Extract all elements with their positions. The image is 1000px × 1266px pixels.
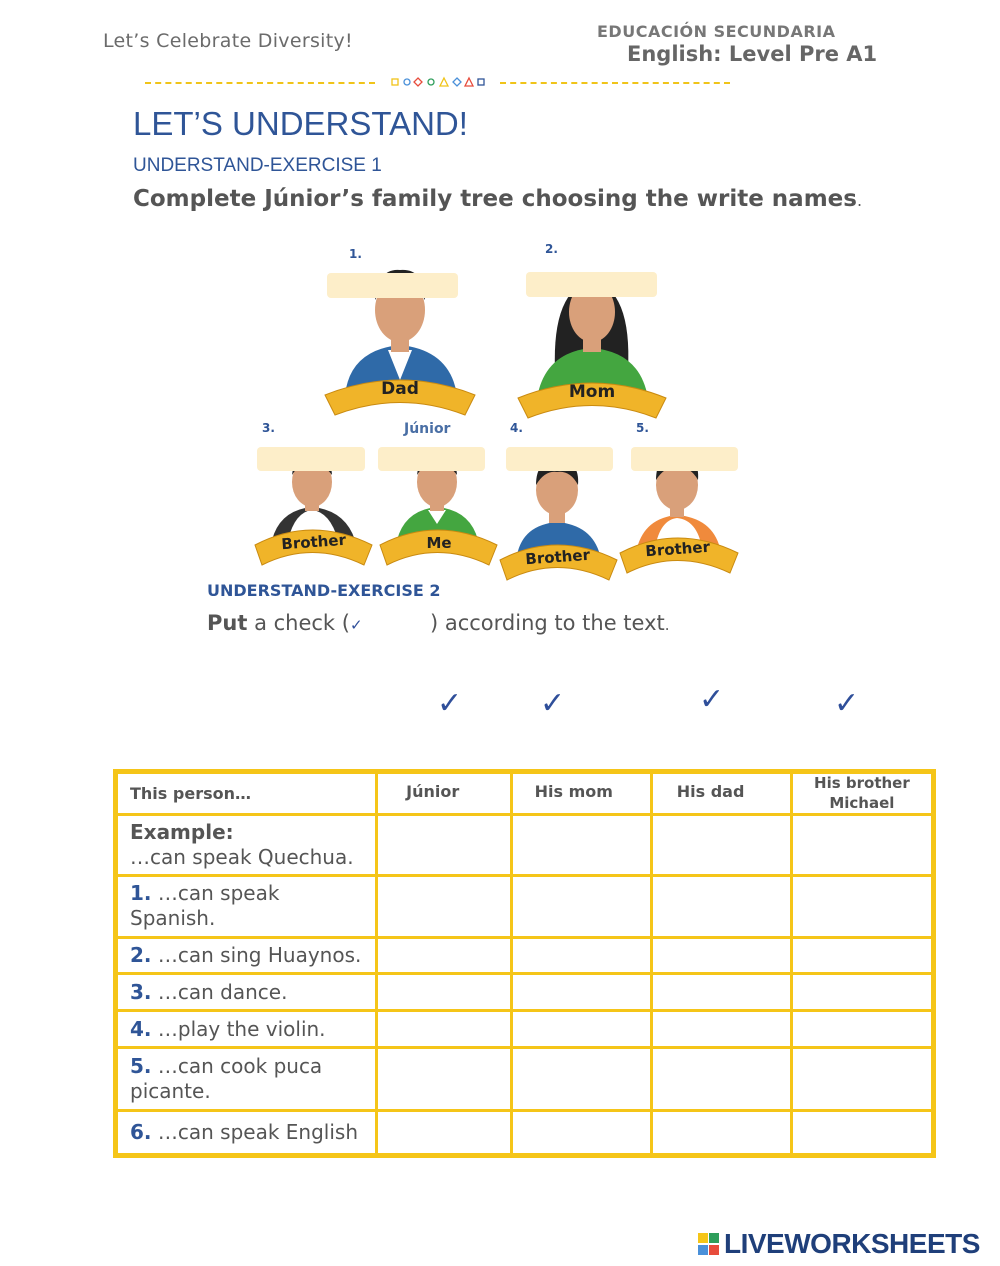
header-this-person: This person…: [116, 772, 377, 815]
check-icon-inline: ✓: [349, 616, 363, 634]
row-number: 6.: [130, 1119, 152, 1144]
drop-cell[interactable]: [377, 937, 511, 973]
header-his-dad: His dad: [651, 772, 791, 815]
number-2: 2.: [545, 242, 558, 256]
drop-cell[interactable]: [511, 1011, 651, 1048]
drop-cell[interactable]: [791, 937, 933, 973]
brother4-figure: [517, 460, 600, 555]
drop-cell[interactable]: [651, 875, 791, 937]
row-3-statement: [116, 974, 377, 1011]
answer-box-5[interactable]: [631, 447, 738, 471]
divider-left: [145, 82, 375, 84]
row-6-statement: [116, 1110, 377, 1155]
check-table: [113, 769, 936, 1158]
exercise2-instruction: [207, 611, 670, 635]
ribbon-brother5: Brother: [644, 537, 711, 561]
number-4: 4.: [510, 421, 523, 435]
liveworksheets-logo-icon: [698, 1233, 720, 1257]
divider-right: [500, 82, 730, 84]
ribbon-brother3: Brother: [280, 530, 347, 554]
header-his-mom: His mom: [511, 772, 651, 815]
exercise1-label: UNDERSTAND-EXERCISE 1: [133, 155, 382, 176]
drop-cell[interactable]: [377, 974, 511, 1011]
drop-cell[interactable]: [377, 815, 511, 875]
row-text: …can speak Spanish.: [130, 881, 280, 931]
exercise2-label: UNDERSTAND-EXERCISE 2: [207, 581, 441, 600]
row-text: …can dance.: [151, 979, 288, 1004]
drop-cell[interactable]: [791, 974, 933, 1011]
instruction-text: Complete Júnior’s family tree choosing the write names: [133, 186, 857, 212]
drop-cell[interactable]: [791, 875, 933, 937]
check-icon-draggable-4[interactable]: ✓: [834, 686, 860, 721]
row-2-statement: [116, 937, 377, 973]
drop-cell[interactable]: [651, 1110, 791, 1155]
example-label: Example:: [130, 819, 234, 844]
header-his-brother: His brother Michael: [791, 772, 933, 815]
put-text-a: a check (: [247, 611, 350, 635]
drop-cell[interactable]: [511, 875, 651, 937]
drop-cell[interactable]: [511, 1110, 651, 1155]
row-1-statement: [116, 875, 377, 937]
drop-cell[interactable]: [511, 1048, 651, 1110]
row-example-statement: [116, 815, 377, 875]
drop-cell[interactable]: [511, 974, 651, 1011]
row-number: 5.: [130, 1054, 152, 1079]
row-number: 3.: [130, 979, 152, 1004]
family-tree-illustration: [250, 240, 750, 590]
education-level: EDUCACIÓN SECUNDARIA: [597, 22, 836, 41]
put-bold: Put: [207, 611, 248, 635]
drop-cell[interactable]: [651, 974, 791, 1011]
liveworksheets-logo-text: LIVEWORKSHEETS: [724, 1228, 980, 1259]
row-text: …play the violin.: [151, 1016, 326, 1041]
answer-box-2[interactable]: [526, 272, 657, 297]
row-number: 1.: [130, 881, 152, 906]
ribbon-mom: Mom: [568, 382, 616, 402]
ribbon-dad: Dad: [381, 379, 419, 399]
table-row: [116, 875, 934, 937]
drop-cell[interactable]: [791, 1110, 933, 1155]
check-icon-draggable-3[interactable]: ✓: [699, 682, 725, 717]
drop-cell[interactable]: [377, 1048, 511, 1110]
drop-cell[interactable]: [377, 875, 511, 937]
drop-cell[interactable]: [651, 815, 791, 875]
drop-cell[interactable]: [791, 1011, 933, 1048]
drop-cell[interactable]: [651, 1048, 791, 1110]
answer-box-4[interactable]: [506, 447, 613, 471]
table-row: [116, 815, 934, 875]
drop-cell[interactable]: [511, 815, 651, 875]
table-row: [116, 1011, 934, 1048]
number-3: 3.: [262, 421, 275, 435]
answer-box-junior[interactable]: [378, 447, 485, 471]
table-header-row: [116, 772, 934, 815]
drop-cell[interactable]: [377, 1110, 511, 1155]
check-icon-draggable-1[interactable]: ✓: [437, 686, 463, 721]
worksheet-series-title: Let’s Celebrate Diversity!: [103, 30, 353, 52]
header-junior: Júnior: [377, 772, 511, 815]
ribbon-brother4: Brother: [524, 545, 591, 569]
english-level: English: Level Pre A1: [627, 42, 878, 66]
answer-box-1[interactable]: [327, 273, 458, 298]
number-5: 5.: [636, 421, 649, 435]
drop-cell[interactable]: [511, 937, 651, 973]
example-text: …can speak Quechua.: [130, 844, 354, 869]
row-4-statement: [116, 1011, 377, 1048]
table-row: [116, 1110, 934, 1155]
drop-cell[interactable]: [651, 937, 791, 973]
page-title: LET’S UNDERSTAND!: [133, 105, 468, 142]
row-text: …can sing Huaynos.: [151, 942, 362, 967]
decorative-shapes: [390, 76, 490, 91]
row-text: …can cook puca picante.: [130, 1054, 323, 1104]
table-row: [116, 937, 934, 973]
number-1: 1.: [349, 247, 362, 261]
instruction-period: .: [856, 191, 863, 210]
table-row: [116, 974, 934, 1011]
drop-cell[interactable]: [791, 1048, 933, 1110]
row-number: 2.: [130, 942, 152, 967]
mom-figure: [537, 280, 648, 398]
put-text-b: ) according to the text: [429, 611, 665, 635]
drop-cell[interactable]: [791, 815, 933, 875]
row-number: 4.: [130, 1016, 152, 1041]
junior-label: Júnior: [404, 421, 451, 437]
table-row: [116, 1048, 934, 1110]
drop-cell[interactable]: [377, 1011, 511, 1048]
ribbon-me: Me: [426, 534, 452, 552]
put-period: .: [664, 616, 670, 634]
answer-box-3[interactable]: [257, 447, 365, 471]
row-5-statement: [116, 1048, 377, 1110]
drop-cell[interactable]: [651, 1011, 791, 1048]
exercise1-instruction: [133, 186, 862, 212]
row-text: …can speak English: [151, 1119, 358, 1144]
check-icon-draggable-2[interactable]: ✓: [540, 686, 566, 721]
